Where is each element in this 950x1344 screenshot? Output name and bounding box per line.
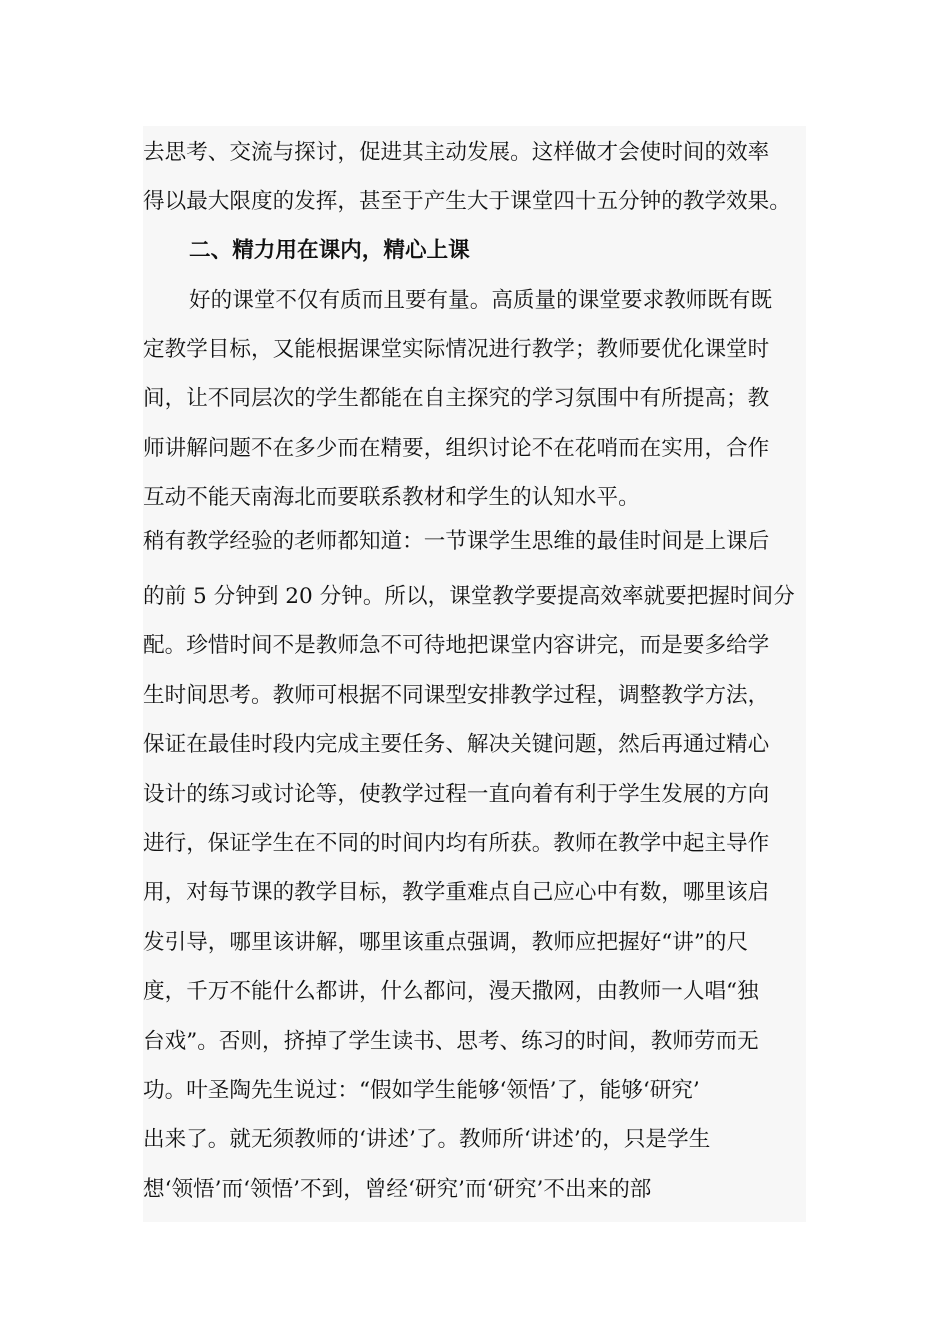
paragraph-line: 想‘领悟’而‘领悟’不到，曾经‘研究’而‘研究’不出来的部	[143, 1177, 652, 1202]
paragraph-line: 定教学目标，又能根据课堂实际情况进行教学；教师要优化课堂时	[143, 337, 770, 362]
paragraph-line: 台戏”。否则，挤掉了学生读书、思考、练习的时间，教师劳而无	[143, 1029, 759, 1054]
paragraph-line: 保证在最佳时段内完成主要任务、解决关键问题，然后再通过精心	[143, 732, 770, 757]
paragraph-line: 的前 5 分钟到 20 分钟。所以，课堂教学要提高效率就要把握时间分	[143, 584, 795, 609]
paragraph-line: 用，对每节课的教学目标，教学重难点自己应心中有数，哪里该启	[143, 880, 770, 905]
paragraph-line: 功。叶圣陶先生说过：“假如学生能够‘领悟’了，能够‘研究’	[143, 1078, 700, 1103]
section-heading: 二、精力用在课内，精心上课	[189, 238, 470, 263]
paragraph-line: 配。珍惜时间不是教师急不可待地把课堂内容讲完，而是要多给学	[143, 633, 770, 658]
paragraph-line: 师讲解问题不在多少而在精要，组织讨论不在花哨而在实用，合作	[143, 436, 770, 461]
paragraph-line: 稍有教学经验的老师都知道：一节课学生思维的最佳时间是上课后	[143, 529, 770, 554]
paragraph-line: 设计的练习或讨论等，使教学过程一直向着有利于学生发展的方向	[143, 782, 770, 807]
paragraph-line: 进行，保证学生在不同的时间内均有所获。教师在教学中起主导作	[143, 831, 770, 856]
paragraph-line: 发引导，哪里该讲解，哪里该重点强调，教师应把握好“讲”的尺	[143, 930, 749, 955]
paragraph-line: 生时间思考。教师可根据不同课型安排教学过程，调整教学方法，	[143, 683, 770, 708]
paragraph-line: 度，千万不能什么都讲，什么都问，漫天撒网，由教师一人唱“独	[143, 979, 759, 1004]
paragraph-line: 去思考、交流与探讨，促进其主动发展。这样做才会使时间的效率	[143, 140, 770, 165]
document-text-block	[143, 126, 806, 1222]
paragraph-line: 得以最大限度的发挥，甚至于产生大于课堂四十五分钟的教学效果。	[143, 189, 791, 214]
paragraph-line: 互动不能天南海北而要联系教材和学生的认知水平。	[143, 485, 640, 510]
paragraph-line: 间，让不同层次的学生都能在自主探究的学习氛围中有所提高；教	[143, 386, 770, 411]
paragraph-line: 出来了。就无须教师的‘讲述’了。教师所‘讲述’的，只是学生	[143, 1127, 711, 1152]
paragraph-line: 好的课堂不仅有质而且要有量。高质量的课堂要求教师既有既	[189, 288, 773, 313]
